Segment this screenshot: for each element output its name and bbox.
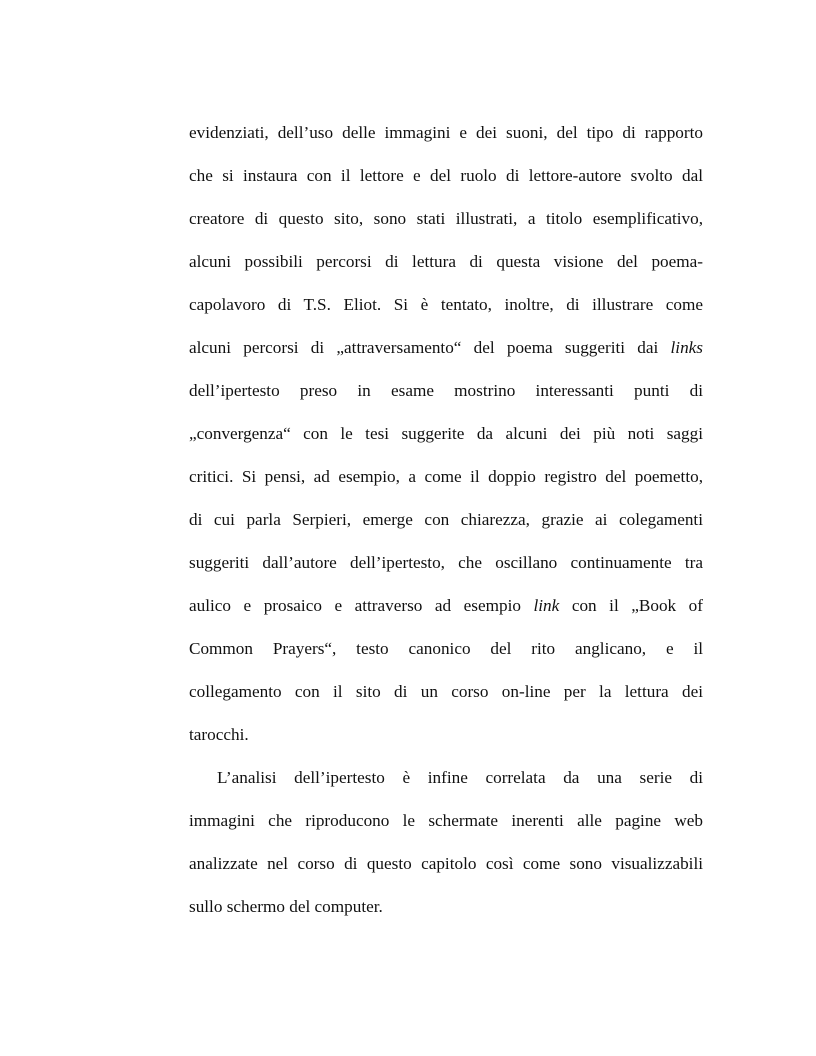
text-line: che si instaura con il lettore e del ruolo di lettore-autore svolto dal <box>189 166 703 185</box>
text-line: analizzate nel corso di questo capitolo così come sono visualizzabili <box>189 854 703 873</box>
text-line <box>189 326 703 369</box>
text-run: aulico e prosaico e attraverso ad esempio <box>189 596 534 615</box>
text-line: Common Prayers“, testo canonico del rito anglicano, e il <box>189 639 703 658</box>
text-line: creatore di questo sito, sono stati illustrati, a titolo esemplificativo, <box>189 209 703 228</box>
text-line: L’analisi dell’ipertesto è infine correlata da una serie di <box>217 768 703 787</box>
text-line: sullo schermo del computer. <box>189 897 383 916</box>
text-line: evidenziati, dell’uso delle immagini e dei suoni, del tipo di rapporto <box>189 123 703 142</box>
text-line: collegamento con il sito di un corso on-line per la lettura dei <box>189 682 703 701</box>
italic-term: link <box>533 596 560 615</box>
text-run: con il „Book of <box>559 596 703 615</box>
text-line: tarocchi. <box>189 725 249 744</box>
text-line <box>189 584 703 627</box>
text-line: suggeriti dall’autore dell’ipertesto, che oscillano continuamente tra <box>189 553 703 572</box>
text-line: di cui parla Serpieri, emerge con chiarezza, grazie ai colegamenti <box>189 510 703 529</box>
body-text <box>189 111 703 928</box>
text-line: „convergenza“ con le tesi suggerite da alcuni dei più noti saggi <box>189 424 703 443</box>
text-line: immagini che riproducono le schermate inerenti alle pagine web <box>189 811 703 830</box>
italic-term: links <box>670 338 703 357</box>
text-line: alcuni possibili percorsi di lettura di questa visione del poema- <box>189 252 703 271</box>
text-line: dell’ipertesto preso in esame mostrino interessanti punti di <box>189 381 703 400</box>
text-run: alcuni percorsi di „attraversamento“ del poema suggeriti dai <box>189 338 671 357</box>
text-line: critici. Si pensi, ad esempio, a come il doppio registro del poemetto, <box>189 467 703 486</box>
text-line: capolavoro di T.S. Eliot. Si è tentato, inoltre, di illustrare come <box>189 295 703 314</box>
